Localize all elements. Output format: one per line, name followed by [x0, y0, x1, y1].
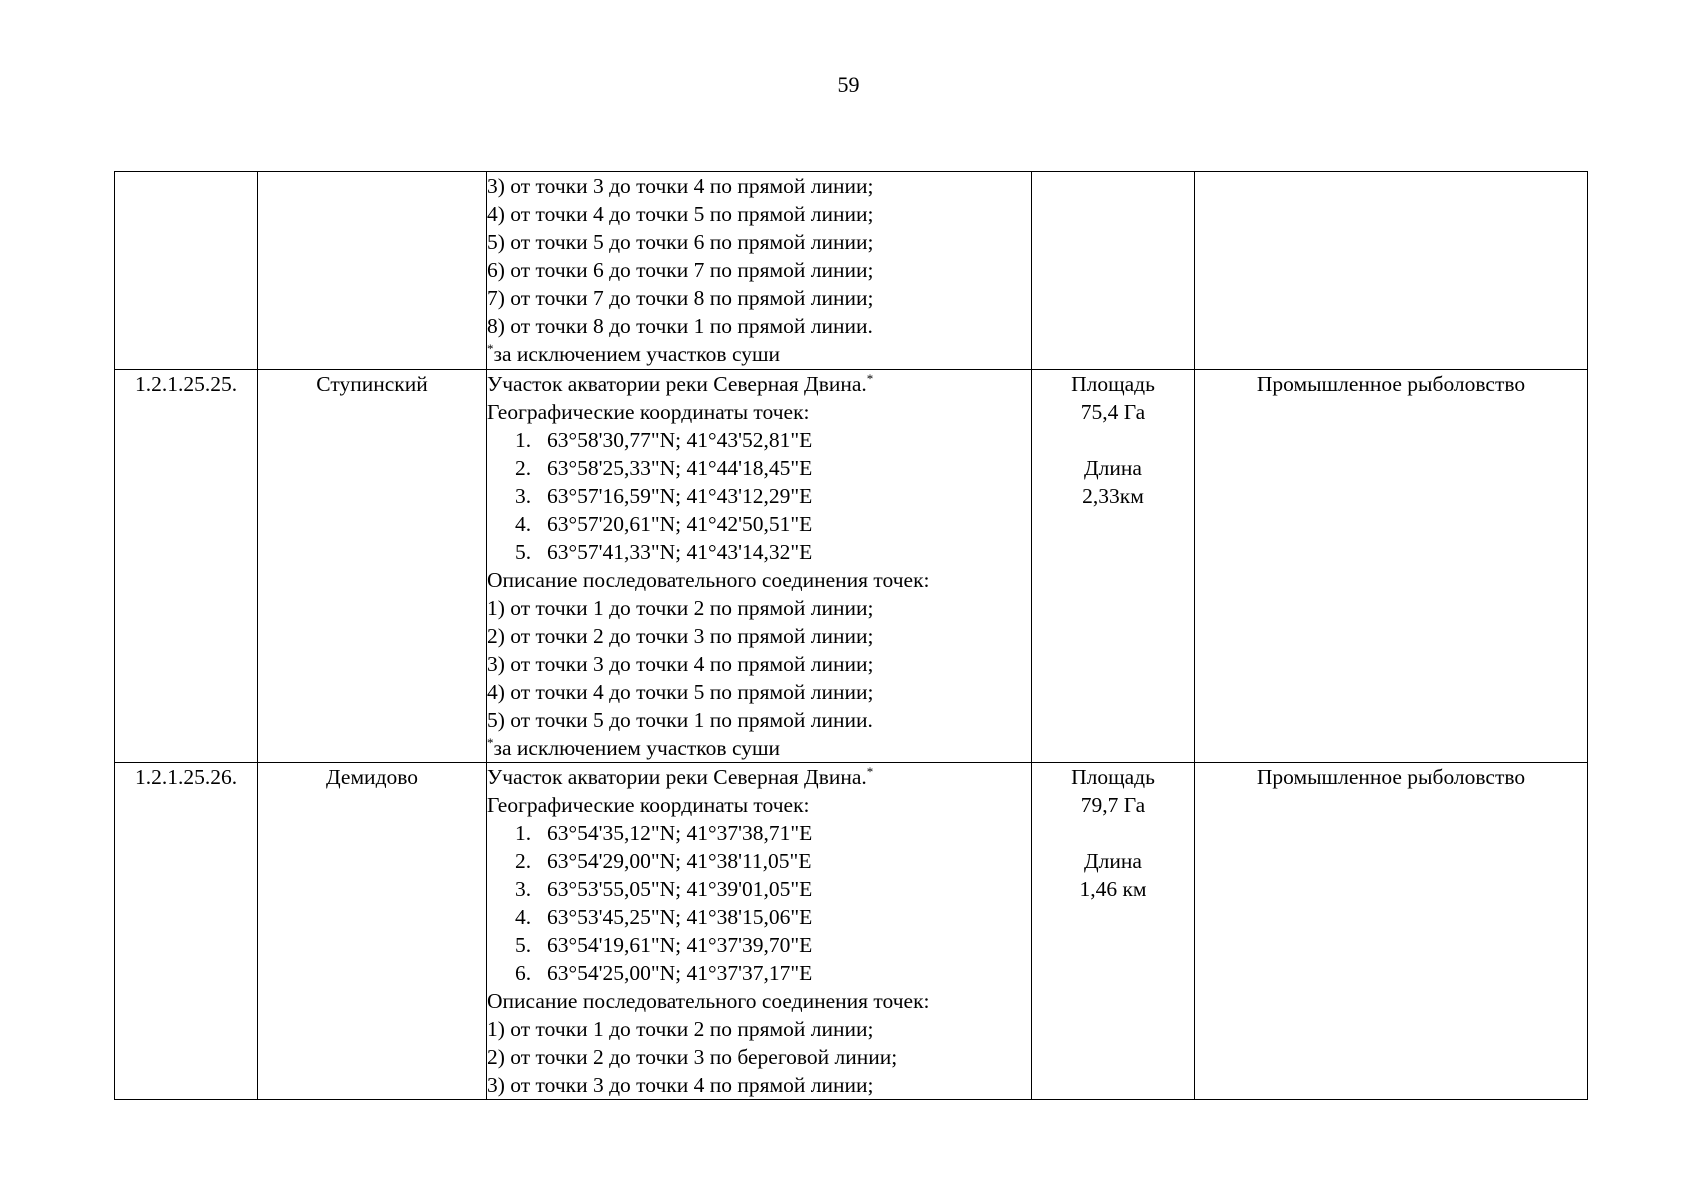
connection-line: 3) от точки 3 до точки 4 по прямой линии; [487, 1073, 874, 1097]
area-heading [487, 370, 1031, 398]
coord-number: 5. [515, 540, 532, 564]
connection-line: 5) от точки 5 до точки 1 по прямой линии. [487, 708, 873, 732]
area-value: 79,7 Га [1080, 793, 1146, 817]
name-cell: Демидово [258, 763, 487, 1100]
coord-value: 63°53'45,25"N; 41°38'15,06"E [547, 905, 813, 929]
coord-item [487, 454, 1031, 482]
area-heading [487, 763, 1031, 791]
coord-value: 63°54'29,00"N; 41°38'11,05"E [547, 849, 812, 873]
footnote-text: за исключением участков суши [493, 736, 781, 760]
coord-item [487, 426, 1031, 454]
connection-line: 2) от точки 2 до точки 3 по прямой линии; [487, 624, 874, 648]
connection-line: 4) от точки 4 до точки 5 по прямой линии; [487, 680, 874, 704]
connection-line: 8) от точки 8 до точки 1 по прямой линии. [487, 314, 873, 338]
coord-value: 63°57'16,59"N; 41°43'12,29"E [547, 484, 813, 508]
footnote-text: за исключением участков суши [493, 342, 781, 366]
purpose-cell: Промышленное рыболовство [1195, 370, 1588, 763]
coord-number: 1. [515, 428, 532, 452]
length-value: 1,46 км [1079, 877, 1147, 901]
connection-title: Описание последовательного соединения точек: [487, 568, 930, 592]
length-label: Длина [1084, 849, 1142, 873]
coord-number: 2. [515, 849, 532, 873]
connection-line: 4) от точки 4 до точки 5 по прямой линии; [487, 202, 874, 226]
coord-value: 63°58'30,77"N; 41°43'52,81"E [547, 428, 813, 452]
coord-number: 6. [515, 961, 532, 985]
connection-line: 3) от точки 3 до точки 4 по прямой линии; [487, 174, 874, 198]
coord-value: 63°54'35,12"N; 41°37'38,71"E [547, 821, 813, 845]
page-number: 59 [837, 72, 860, 97]
purpose-cell [1195, 172, 1588, 370]
coord-number: 2. [515, 456, 532, 480]
coord-value: 63°54'25,00"N; 41°37'37,17"E [547, 961, 813, 985]
coord-item [487, 903, 1031, 931]
description-cell [487, 172, 1032, 370]
coord-value: 63°57'20,61"N; 41°42'50,51"E [547, 512, 813, 536]
code-cell: 1.2.1.25.26. [115, 763, 258, 1100]
coord-value: 63°57'41,33"N; 41°43'14,32"E [547, 540, 813, 564]
coord-number: 1. [515, 821, 532, 845]
spacer [1032, 819, 1194, 847]
metrics-cell [1032, 763, 1195, 1100]
footnote-mark: * [866, 763, 874, 779]
table-row [115, 370, 1588, 763]
coord-item [487, 959, 1031, 987]
connection-line: 5) от точки 5 до точки 6 по прямой линии; [487, 230, 874, 254]
coord-number: 4. [515, 512, 532, 536]
connection-line: 1) от точки 1 до точки 2 по прямой линии; [487, 1017, 874, 1041]
coord-value: 63°53'55,05"N; 41°39'01,05"E [547, 877, 813, 901]
coord-item [487, 931, 1031, 959]
table-row-continued [115, 172, 1588, 370]
description-cell [487, 370, 1032, 763]
footnote-line [487, 734, 1031, 762]
table-row [115, 763, 1588, 1100]
area-heading-text: Участок акватории реки Северная Двина. [487, 372, 867, 396]
coord-item [487, 847, 1031, 875]
name-cell [258, 172, 487, 370]
coord-number: 3. [515, 877, 532, 901]
coord-number: 5. [515, 933, 532, 957]
coord-item [487, 819, 1031, 847]
code-cell [115, 172, 258, 370]
connection-title: Описание последовательного соединения точек: [487, 989, 930, 1013]
footnote-line [487, 340, 1031, 368]
connection-line: 6) от точки 6 до точки 7 по прямой линии; [487, 258, 874, 282]
coord-item [487, 875, 1031, 903]
name-cell: Ступинский [258, 370, 487, 763]
fishing-areas-table [114, 171, 1588, 1100]
connection-line: 1) от точки 1 до точки 2 по прямой линии; [487, 596, 874, 620]
description-cell [487, 763, 1032, 1100]
area-label: Площадь [1071, 372, 1155, 396]
purpose-cell: Промышленное рыболовство [1195, 763, 1588, 1100]
footnote-mark: * [487, 340, 494, 356]
area-label: Площадь [1071, 765, 1155, 789]
coord-number: 4. [515, 905, 532, 929]
coord-item [487, 482, 1031, 510]
length-value: 2,33км [1082, 484, 1144, 508]
coords-title: Географические координаты точек: [487, 400, 810, 424]
coord-number: 3. [515, 484, 532, 508]
code-cell: 1.2.1.25.25. [115, 370, 258, 763]
coord-value: 63°58'25,33"N; 41°44'18,45"E [547, 456, 813, 480]
metrics-cell [1032, 172, 1195, 370]
coord-value: 63°54'19,61"N; 41°37'39,70"E [547, 933, 813, 957]
footnote-mark: * [487, 734, 494, 750]
area-heading-text: Участок акватории реки Северная Двина. [487, 765, 867, 789]
metrics-cell [1032, 370, 1195, 763]
area-value: 75,4 Га [1080, 400, 1146, 424]
connection-line: 2) от точки 2 до точки 3 по береговой линии; [487, 1045, 898, 1069]
connection-line: 3) от точки 3 до точки 4 по прямой линии; [487, 652, 874, 676]
spacer [1032, 426, 1194, 454]
footnote-mark: * [866, 370, 874, 386]
connection-line: 7) от точки 7 до точки 8 по прямой линии; [487, 286, 874, 310]
length-label: Длина [1084, 456, 1142, 480]
coord-item [487, 538, 1031, 566]
coord-item [487, 510, 1031, 538]
coords-title: Географические координаты точек: [487, 793, 810, 817]
